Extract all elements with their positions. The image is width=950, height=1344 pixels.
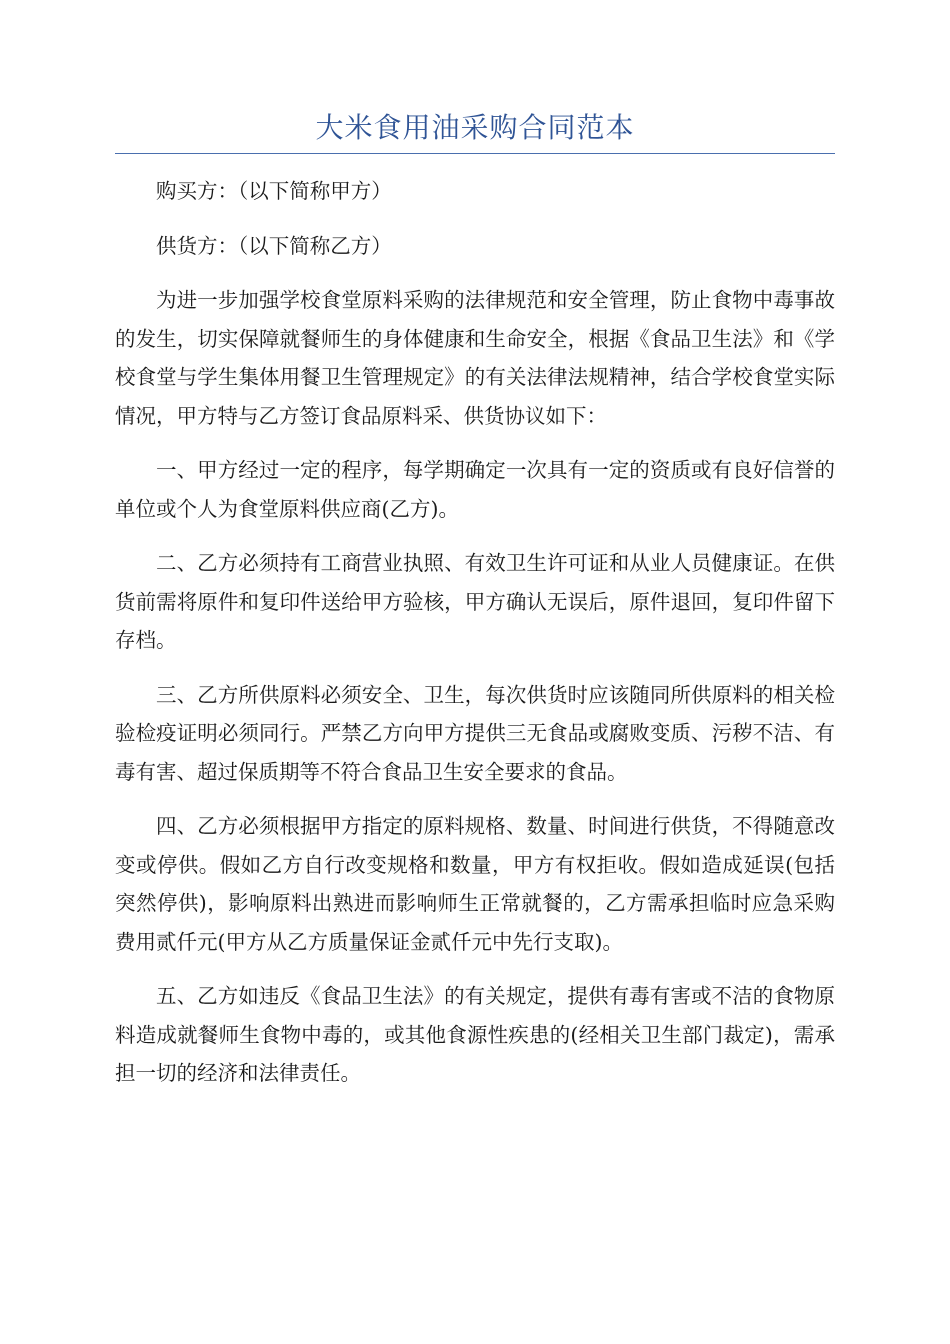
clause-5: 五、乙方如违反《食品卫生法》的有关规定，提供有毒有害或不洁的食物原料造成就餐师生食物中毒的，或其他食源性疾患的(经相关卫生部门裁定)，需承担一切的经济和法律责任。 <box>115 984 835 1085</box>
document-page <box>115 108 835 1109</box>
clause-3: 三、乙方所供原料必须安全、卫生，每次供货时应该随同所供原料的相关检验检疫证明必须同行。严禁乙方向甲方提供三无食品或腐败变质、污秽不洁、有毒有害、超过保质期等不符合食品卫生安全要求的食品。 <box>115 682 835 784</box>
preamble-paragraph: 为进一步加强学校食堂原料采购的法律规范和安全管理，防止食物中毒事故的发生，切实保障就餐师生的身体健康和生命安全，根据《食品卫生法》和《学校食堂与学生集体用餐卫生管理规定》的有关法律法规精神，结合学校食堂实际情况，甲方特与乙方签订食品原料采、供货协议如下： <box>115 288 835 428</box>
clause-2: 二、乙方必须持有工商营业执照、有效卫生许可证和从业人员健康证。在供货前需将原件和复印件送给甲方验核，甲方确认无误后，原件退回，复印件留下存档。 <box>115 551 835 652</box>
clause-4: 四、乙方必须根据甲方指定的原料规格、数量、时间进行供货，不得随意改变或停供。假如乙方自行改变规格和数量，甲方有权拒收。假如造成延误(包括突然停供)，影响原料出熟进而影响师生正常就餐的，乙方需承担临时应急采购费用贰仟元(甲方从乙方质量保证金贰仟元中先行支取)。 <box>115 814 835 954</box>
supplier-line: 供货方：（以下简称乙方） <box>156 233 392 258</box>
buyer-line: 购买方：（以下简称甲方） <box>156 179 392 203</box>
document-title: 大米食用油采购合同范本 <box>115 108 835 154</box>
clause-1: 一、甲方经过一定的程序，每学期确定一次具有一定的资质或有良好信誉的单位或个人为食堂原料供应商(乙方)。 <box>115 458 835 521</box>
